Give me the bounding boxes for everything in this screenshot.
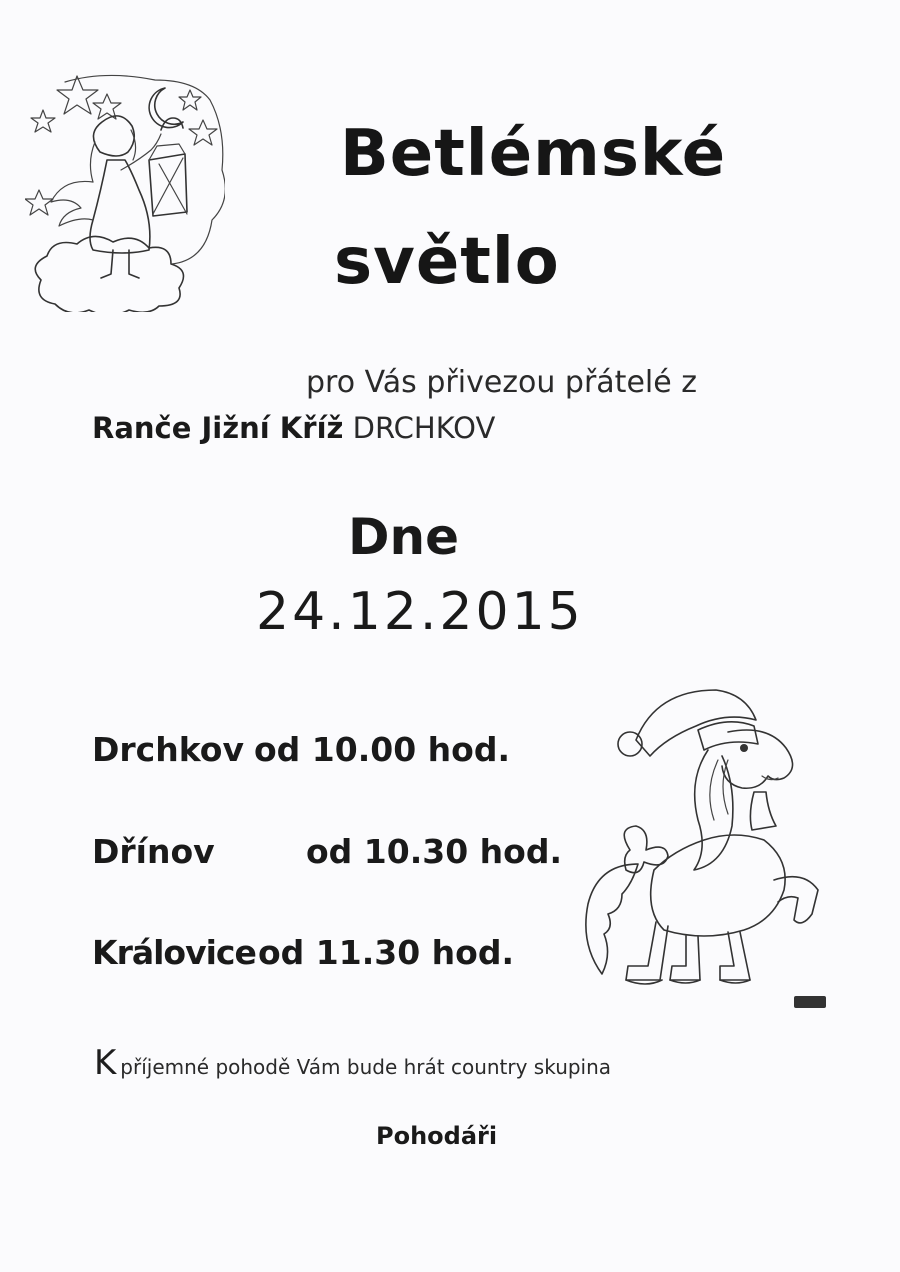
date-value: 24.12.2015 — [256, 582, 584, 642]
poster-title-line1: Betlémské — [340, 117, 727, 191]
footer-line — [94, 1043, 612, 1083]
intro-line: pro Vás přivezou přátelé z — [306, 365, 697, 400]
poster-title-line2: světlo — [334, 225, 560, 299]
date-label: Dne — [348, 508, 460, 566]
schedule-place: Drchkov — [92, 730, 244, 769]
organizer-place: DRCHKOV — [352, 411, 496, 445]
footer-text: příjemné pohodě Vám bude hrát country skupina — [120, 1055, 612, 1079]
schedule-place: Královice — [92, 933, 256, 972]
footer-big-letter: K — [94, 1043, 117, 1083]
schedule-place: Dřínov — [92, 832, 215, 871]
schedule-time: od 11.30 hod. — [258, 933, 514, 972]
band-name: Pohodáři — [376, 1122, 498, 1150]
organizer-line — [92, 411, 496, 445]
angel-with-lantern-icon — [25, 72, 225, 312]
schedule-time: od 10.00 hod. — [254, 730, 510, 769]
schedule-time: od 10.30 hod. — [306, 832, 562, 871]
christmas-pony-icon — [578, 680, 838, 1010]
organizer-name: Ranče Jižní Kříž — [92, 411, 344, 445]
